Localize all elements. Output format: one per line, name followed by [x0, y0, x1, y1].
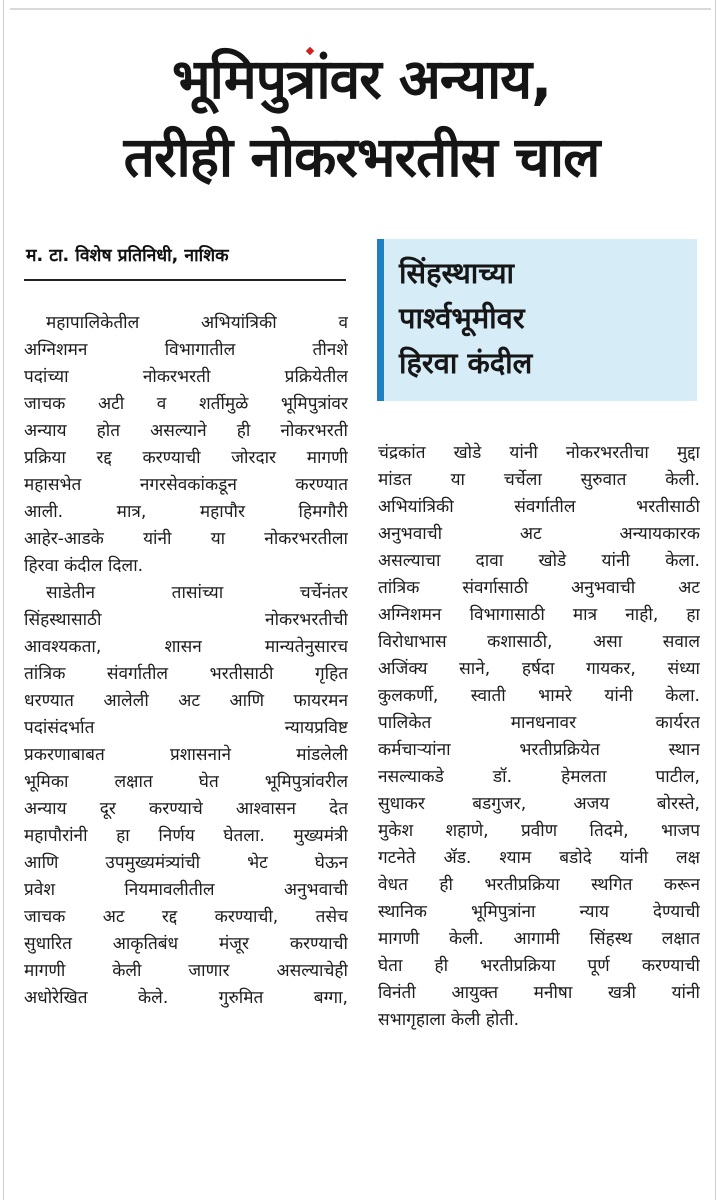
left-column-line: आली. मात्र, महापौर हिमगौरी [24, 502, 348, 522]
left-column-line: सुधारित आकृतिबंध मंजूर करण्याची [24, 934, 348, 954]
left-column-line: आणि उपमुख्यमंत्र्यांची भेट घेऊन [24, 853, 348, 873]
right-column-line: सभागृहाला केली होती. [378, 1010, 520, 1030]
left-column [24, 310, 348, 1012]
left-column-line: मागणी केली जाणार असल्याचेही [24, 961, 348, 981]
byline-rule [24, 279, 346, 281]
right-column-line: मांडत या चर्चेला सुरुवात केली. [378, 470, 700, 490]
headline-line-2: तरीही नोकरभरतीस चाल [123, 125, 600, 189]
left-column-line: पदांसंदर्भात न्यायप्रविष्ट [24, 718, 348, 738]
left-column-line: अन्याय होत असल्याने ही नोकरभरती [24, 421, 348, 441]
left-column-line: जाचक अटी व शर्तीमुळे भूमिपुत्रांवर [24, 394, 348, 414]
left-column-line: अन्याय दूर करण्याचे आश्वासन देत [24, 799, 348, 819]
right-column-line: स्थानिक भूमिपुत्रांना न्याय देण्याची [378, 902, 700, 922]
right-column-line: असल्याचा दावा खोडे यांनी केला. [378, 551, 700, 571]
right-column-line: विनंती आयुक्त मनीषा खत्री यांनी [378, 983, 700, 1003]
callout-text [399, 251, 532, 386]
left-column-line: धरण्यात आलेली अट आणि फायरमन [24, 691, 348, 711]
right-column-line: मुकेश शहाणे, प्रवीण तिदमे, भाजप [378, 821, 700, 841]
left-column-line: साडेतीन तासांच्या चर्चेनंतर [46, 583, 348, 603]
right-column-line: सुधाकर बडगुजर, अजय बोरस्ते, [378, 794, 700, 814]
left-column-line: भूमिका लक्षात घेत भूमिपुत्रांवरील [24, 772, 348, 792]
right-column-line: तांत्रिक संवर्गासाठी अनुभवाची अट [378, 578, 700, 598]
left-column-line: सिंहस्थासाठी नोकरभरतीची [24, 610, 348, 630]
right-column-line: अग्निशमन विभागासाठी मात्र नाही, हा [378, 605, 700, 625]
top-rule [10, 8, 711, 10]
left-column-line: प्रवेश नियमावलीतील अनुभवाची [24, 880, 348, 900]
left-column-line: आहेर-आडके यांनी या नोकरभरतीला [24, 529, 348, 549]
right-column-line: अभियांत्रिकी संवर्गातील भरतीसाठी [378, 497, 700, 517]
right-column-line: कर्मचाऱ्यांना भरतीप्रक्रियेत स्थान [378, 740, 700, 760]
left-column-line: महासभेत नगरसेवकांकडून करण्यात [24, 475, 348, 495]
right-column [378, 440, 700, 1034]
right-column-line: मागणी केली. आगामी सिंहस्थ लक्षात [378, 929, 700, 949]
left-column-line: जाचक अट रद्द करण्याची, तसेच [24, 907, 348, 927]
headline-line-1: भूमिपुत्रांवर अन्याय, [171, 47, 552, 111]
left-column-line: अधोरेखित केले. गुरुमित बग्गा, [24, 988, 348, 1008]
byline: म. टा. विशेष प्रतिनिधी, नाशिक [26, 246, 229, 266]
right-column-line: अनुभवाची अट अन्यायकारक [378, 524, 700, 544]
left-column-line: हिरवा कंदील दिला. [24, 556, 144, 576]
right-column-line: पालिकेत मानधनावर कार्यरत [378, 713, 700, 733]
callout-line-3: हिरवा कंदील [399, 346, 533, 380]
clipping-right-edge [715, 0, 716, 1200]
right-column-line: चंद्रकांत खोडे यांनी नोकरभरतीचा मुद्दा [378, 443, 700, 463]
right-column-line: विरोधाभास कशासाठी, असा सवाल [378, 632, 700, 652]
right-column-line: कुलकर्णी, स्वाती भामरे यांनी केला. [378, 686, 700, 706]
clipping-left-edge [3, 0, 4, 1200]
left-column-line: अग्निशमन विभागातील तीनशे [24, 340, 348, 360]
callout-line-2: पार्श्वभूमीवर [399, 301, 525, 335]
callout-line-1: सिंहस्थाच्या [399, 256, 515, 290]
callout-box [377, 239, 697, 401]
right-column-line: घेता ही भरतीप्रक्रिया पूर्ण करण्याची [378, 956, 700, 976]
right-column-line: गटनेते ॲड. श्याम बडोदे यांनी लक्ष [378, 848, 700, 868]
left-column-line: प्रकरणाबाबत प्रशासनाने मांडलेली [24, 745, 348, 765]
right-column-line: अजिंक्य साने, हर्षदा गायकर, संध्या [378, 659, 700, 679]
left-column-line: आवश्यकता, शासन मान्यतेनुसारच [24, 637, 348, 657]
left-column-line: पदांच्या नोकरभरती प्रक्रियेतील [24, 367, 348, 387]
right-column-line: वेधत ही भरतीप्रक्रिया स्थगित करून [378, 875, 700, 895]
left-column-line: महापौरांनी हा निर्णय घेतला. मुख्यमंत्री [24, 826, 348, 846]
left-column-line: तांत्रिक संवर्गातील भरतीसाठी गृहित [24, 664, 348, 684]
left-column-line: महापालिकेतील अभियांत्रिकी व [46, 313, 348, 333]
callout-accent-bar [377, 239, 384, 401]
right-column-line: नसल्याकडे डॉ. हेमलता पाटील, [378, 767, 700, 787]
headline [14, 40, 709, 196]
left-column-line: प्रक्रिया रद्द करण्याची जोरदार मागणी [24, 448, 348, 468]
